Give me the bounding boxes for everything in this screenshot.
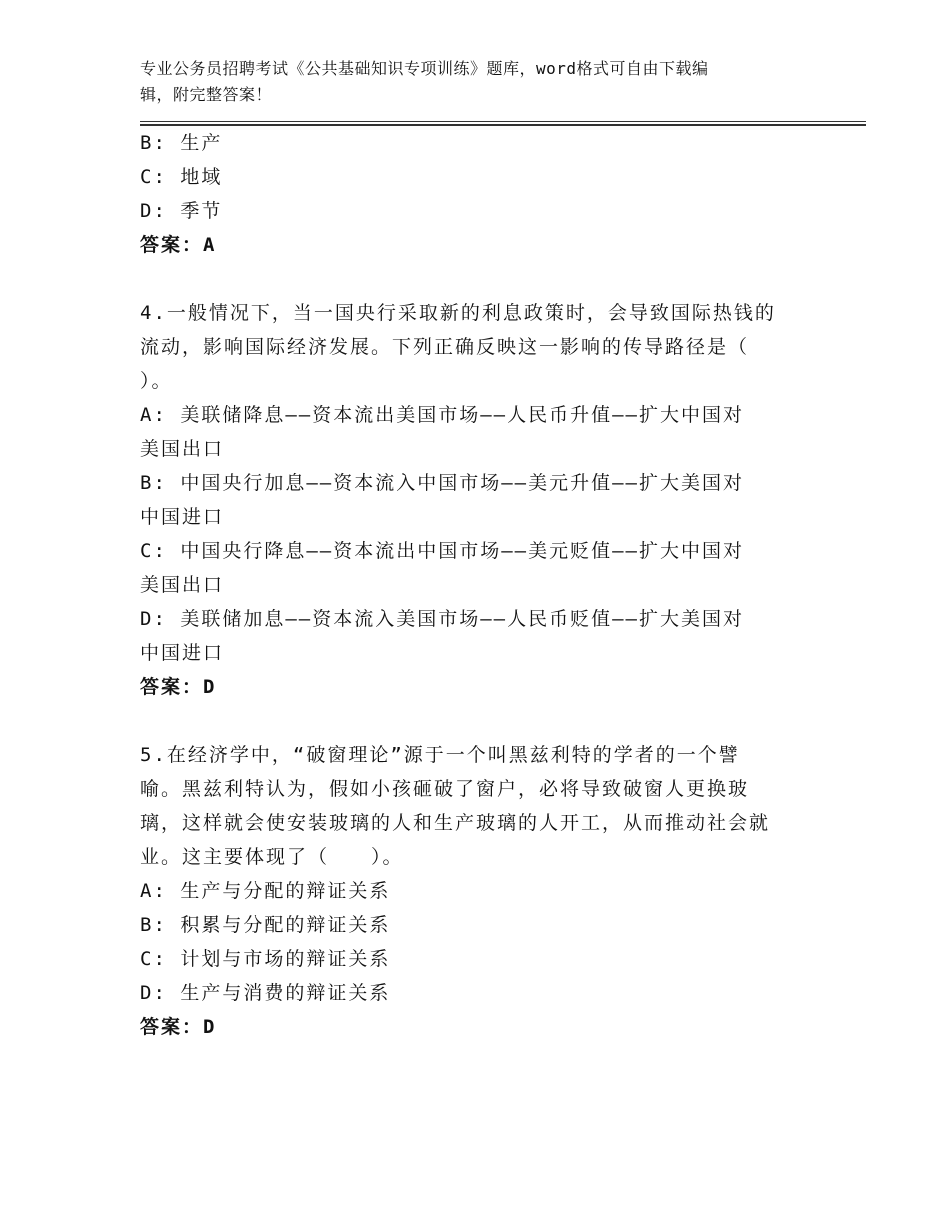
header-rule-thin	[140, 121, 866, 122]
q5-option-a: A: 生产与分配的辩证关系	[140, 880, 391, 902]
q4-option-c-line-1: C: 中国央行降息——资本流出中国市场——美元贬值——扩大中国对	[140, 540, 744, 562]
q4-option-c-line-2: 美国出口	[140, 574, 225, 596]
q4-option-a-line-2: 美国出口	[140, 438, 225, 460]
q4-answer	[140, 670, 820, 704]
question-5	[140, 738, 820, 1044]
question-3	[140, 126, 820, 262]
q5-option-c: C: 计划与市场的辩证关系	[140, 948, 391, 970]
q4-option-d-line-2: 中国进口	[140, 642, 225, 664]
page-header	[140, 56, 800, 108]
header-line-2: 辑，附完整答案！	[140, 85, 273, 104]
q3-option-c: C: 地域	[140, 166, 223, 188]
q5-answer-label: 答案：	[140, 1016, 204, 1038]
q5-stem-line-1: 5.在经济学中，“破窗理论”源于一个叫黑兹利特的学者的一个譬	[140, 744, 740, 766]
q5-answer	[140, 1010, 820, 1044]
q5-stem-line-3: 璃，这样就会使安装玻璃的人和生产玻璃的人开工，从而推动社会就	[140, 812, 771, 834]
header-line-1: 专业公务员招聘考试《公共基础知识专项训练》题库，word格式可自由下载编	[140, 59, 709, 78]
q4-option-d-line-1: D: 美联储加息——资本流入美国市场——人民币贬值——扩大美国对	[140, 608, 744, 630]
q5-stem-line-2: 喻。黑兹利特认为，假如小孩砸破了窗户，必将导致破窗人更换玻	[140, 778, 750, 800]
q3-option-b: B: 生产	[140, 132, 223, 154]
q4-answer-value: D	[203, 676, 216, 698]
q5-option-d: D: 生产与消费的辩证关系	[140, 982, 391, 1004]
q4-option-b-line-1: B: 中国央行加息——资本流入中国市场——美元升值——扩大美国对	[140, 472, 744, 494]
q3-option-d: D: 季节	[140, 200, 223, 222]
spacer	[140, 704, 820, 738]
q5-stem-line-4: 业。这主要体现了（ ）。	[140, 846, 404, 868]
spacer	[140, 262, 820, 296]
q4-option-b-line-2: 中国进口	[140, 506, 225, 528]
q4-stem-line-3: ）。	[140, 370, 173, 392]
question-4	[140, 296, 820, 704]
q4-answer-label: 答案：	[140, 676, 204, 698]
q3-answer-label: 答案：	[140, 234, 204, 256]
q3-answer	[140, 228, 820, 262]
document-body	[140, 126, 820, 1044]
q4-stem-line-2: 流动，影响国际经济发展。下列正确反映这一影响的传导路径是（	[140, 336, 750, 358]
q5-option-b: B: 积累与分配的辩证关系	[140, 914, 391, 936]
q4-stem-line-1: 4.一般情况下，当一国央行采取新的利息政策时，会导致国际热钱的	[140, 302, 776, 324]
q3-answer-value: A	[203, 234, 216, 256]
q5-answer-value: D	[203, 1016, 216, 1038]
q4-option-a-line-1: A: 美联储降息——资本流出美国市场——人民币升值——扩大中国对	[140, 404, 744, 426]
